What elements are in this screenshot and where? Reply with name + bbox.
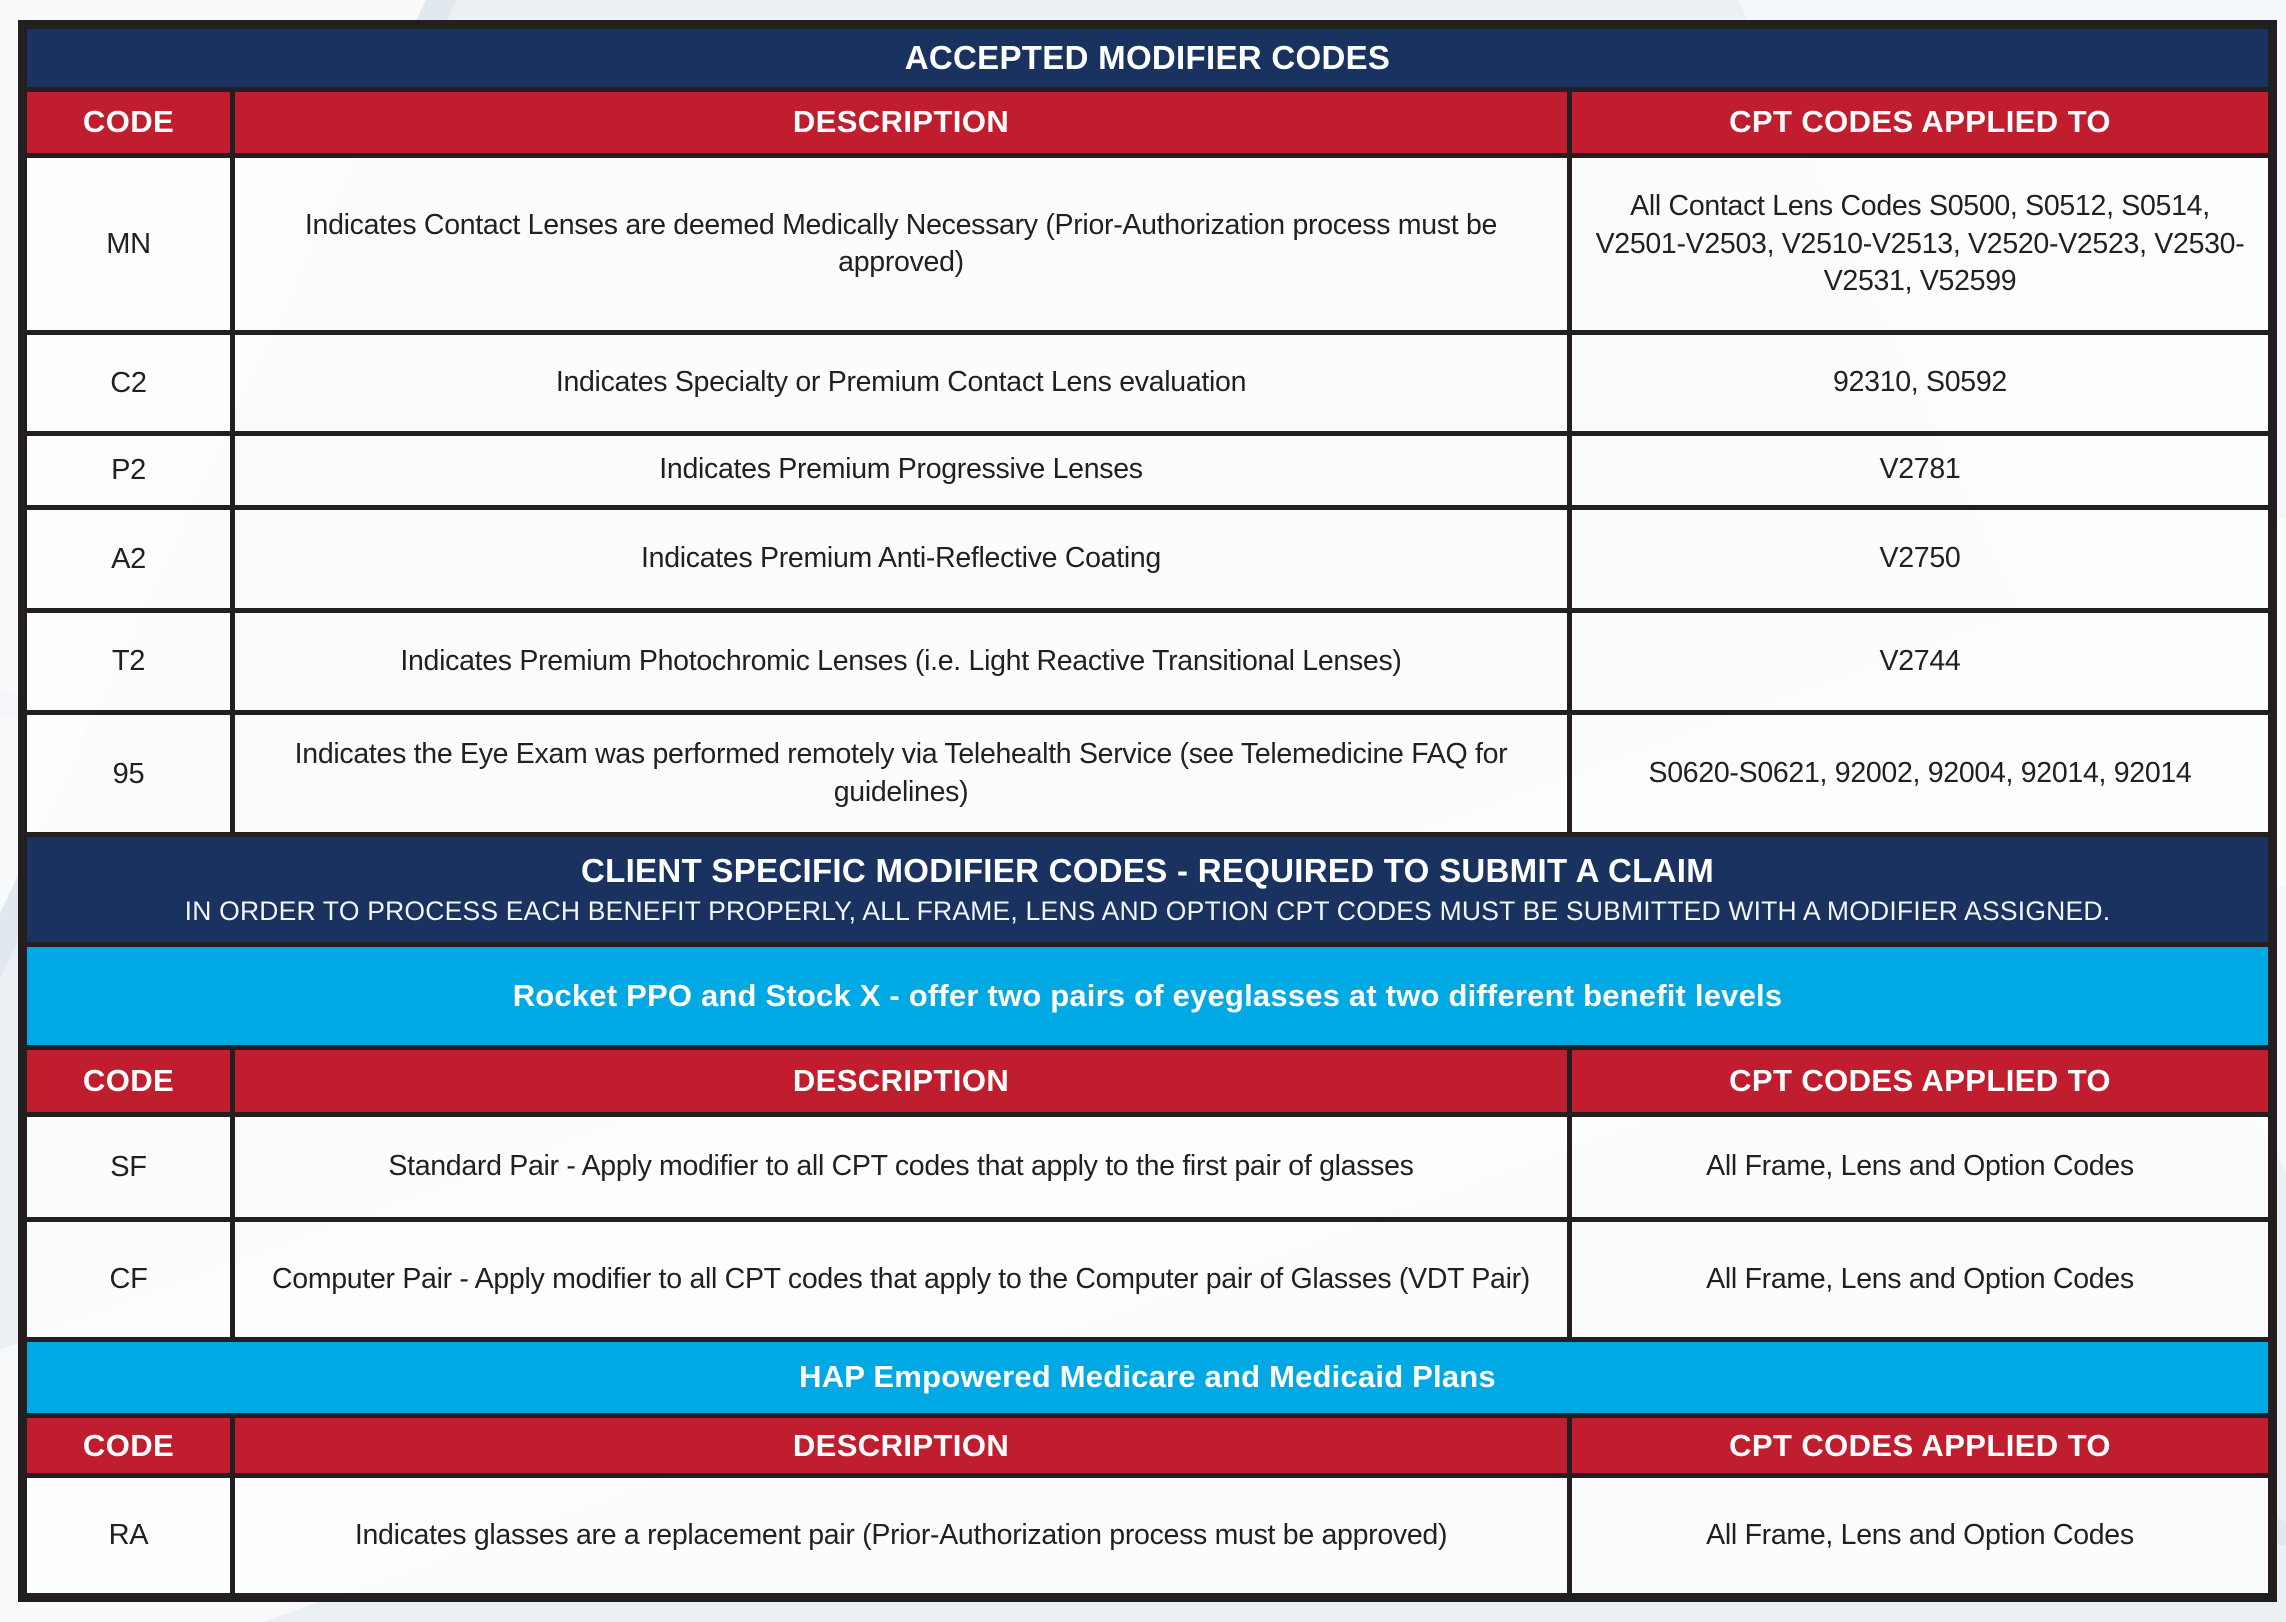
- cpt-cell: V2744: [1570, 610, 2273, 713]
- code-cell: T2: [23, 610, 233, 713]
- column-header-code: CODE: [23, 89, 233, 156]
- description-cell: Indicates Premium Progressive Lenses: [233, 433, 1570, 507]
- table-row-ra: [23, 1475, 2273, 1597]
- column-header-code: CODE: [23, 1048, 233, 1115]
- table-title: ACCEPTED MODIFIER CODES: [23, 25, 2273, 90]
- table-row-c2: [23, 333, 2273, 433]
- code-cell: P2: [23, 433, 233, 507]
- description-cell: Indicates Premium Photochromic Lenses (i.e. Light Reactive Transitional Lenses): [233, 610, 1570, 713]
- column-header-description: DESCRIPTION: [233, 89, 1570, 156]
- client-specific-section-header: [23, 835, 2273, 945]
- table-row-a2: [23, 507, 2273, 610]
- table-row-cf: [23, 1220, 2273, 1340]
- cpt-cell: All Frame, Lens and Option Codes: [1570, 1475, 2273, 1597]
- column-header-cpt: CPT CODES APPLIED TO: [1570, 89, 2273, 156]
- code-cell: RA: [23, 1475, 233, 1597]
- table-row-p2: [23, 433, 2273, 507]
- cpt-cell: All Frame, Lens and Option Codes: [1570, 1220, 2273, 1340]
- description-cell: Indicates Premium Anti-Reflective Coating: [233, 507, 1570, 610]
- cpt-cell: All Contact Lens Codes S0500, S0512, S0514, V2501-V2503, V2510-V2513, V2520-V2523, V2530-V2531, V52599: [1570, 156, 2273, 333]
- client-specific-subtitle: IN ORDER TO PROCESS EACH BENEFIT PROPERLY, ALL FRAME, LENS AND OPTION CPT CODES MUST BE SUBMITTED WITH A MODIFIER ASSIGNED.: [184, 896, 2111, 927]
- code-cell: 95: [23, 713, 233, 835]
- table-row-t2: [23, 610, 2273, 713]
- description-cell: Standard Pair - Apply modifier to all CPT codes that apply to the first pair of glasses: [233, 1114, 1570, 1219]
- description-cell: Indicates Contact Lenses are deemed Medically Necessary (Prior-Authorization process must be approved): [233, 156, 1570, 333]
- client-specific-title: CLIENT SPECIFIC MODIFIER CODES - REQUIRED TO SUBMIT A CLAIM: [581, 852, 1714, 890]
- cpt-cell: S0620-S0621, 92002, 92004, 92014, 92014: [1570, 713, 2273, 835]
- description-cell: Indicates Specialty or Premium Contact Lens evaluation: [233, 333, 1570, 433]
- column-header-code: CODE: [23, 1416, 233, 1476]
- cpt-cell: 92310, S0592: [1570, 333, 2273, 433]
- rocket-ppo-banner: Rocket PPO and Stock X - offer two pairs of eyeglasses at two different benefit levels: [23, 945, 2273, 1048]
- table-row-95: [23, 713, 2273, 835]
- cpt-cell: All Frame, Lens and Option Codes: [1570, 1114, 2273, 1219]
- column-header-description: DESCRIPTION: [233, 1416, 1570, 1476]
- cpt-cell: V2781: [1570, 433, 2273, 507]
- description-cell: Indicates glasses are a replacement pair (Prior-Authorization process must be approved): [233, 1475, 1570, 1597]
- code-cell: A2: [23, 507, 233, 610]
- cpt-cell: V2750: [1570, 507, 2273, 610]
- code-cell: CF: [23, 1220, 233, 1340]
- code-cell: MN: [23, 156, 233, 333]
- table-row-mn: [23, 156, 2273, 333]
- modifier-codes-table: [18, 20, 2277, 1602]
- hap-banner: HAP Empowered Medicare and Medicaid Plans: [23, 1339, 2273, 1415]
- code-cell: SF: [23, 1114, 233, 1219]
- column-header-cpt: CPT CODES APPLIED TO: [1570, 1048, 2273, 1115]
- code-cell: C2: [23, 333, 233, 433]
- description-cell: Computer Pair - Apply modifier to all CPT codes that apply to the Computer pair of Glasses (VDT Pair): [233, 1220, 1570, 1340]
- modifier-codes-sheet: [18, 20, 2268, 1602]
- column-header-description: DESCRIPTION: [233, 1048, 1570, 1115]
- table-row-sf: [23, 1114, 2273, 1219]
- column-header-cpt: CPT CODES APPLIED TO: [1570, 1416, 2273, 1476]
- description-cell: Indicates the Eye Exam was performed remotely via Telehealth Service (see Telemedicine FAQ for guidelines): [233, 713, 1570, 835]
